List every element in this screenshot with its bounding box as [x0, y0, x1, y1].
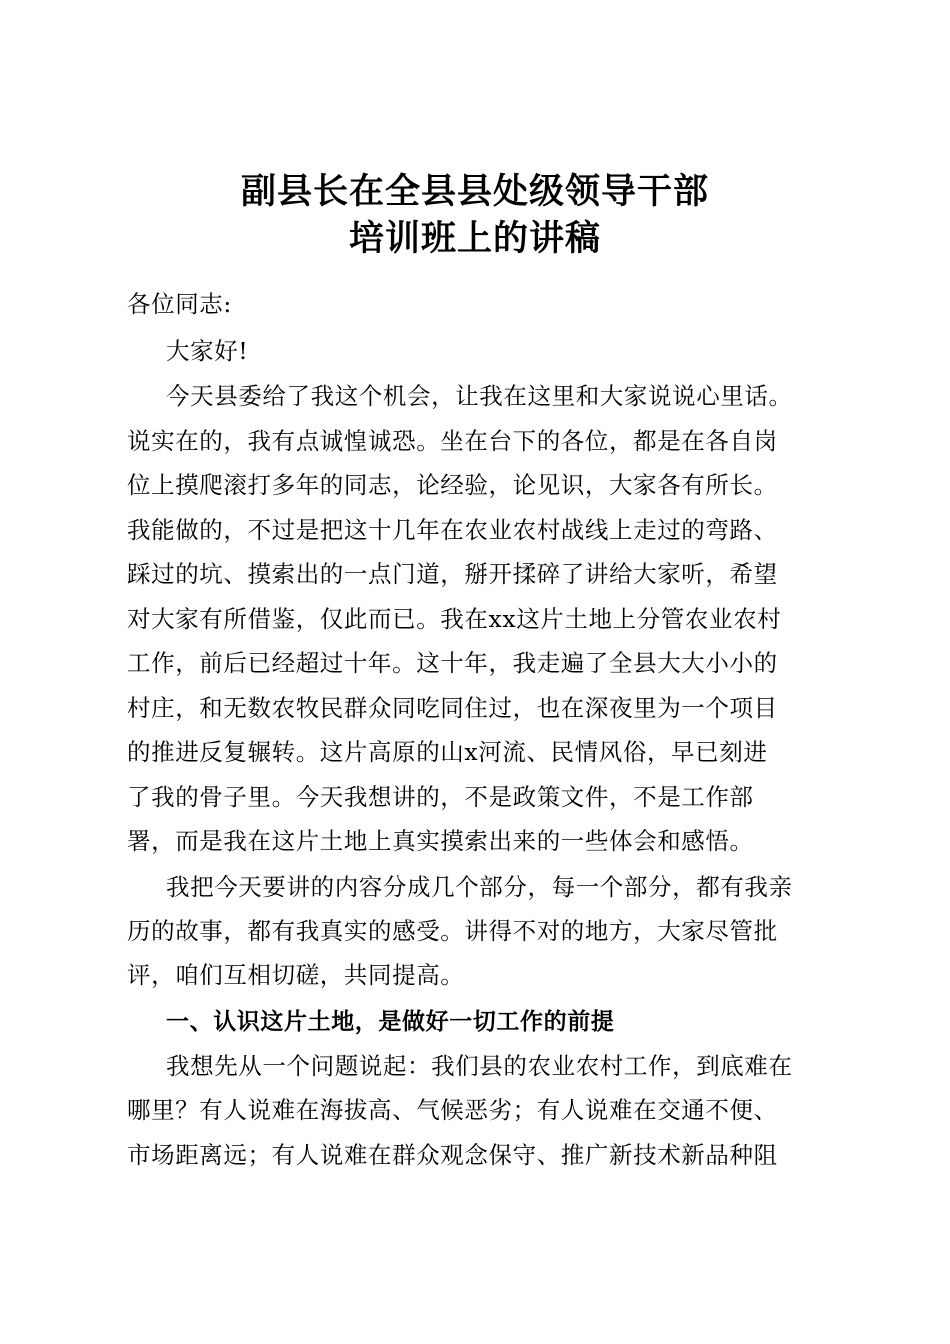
paragraph-1-line-1: 今天县委给了我这个机会，让我在这里和大家说说心里话。 [166, 382, 793, 410]
paragraph-2-line-1: 我把今天要讲的内容分成几个部分，每一个部分，都有我亲 [166, 873, 793, 901]
paragraph-1-line-2: 说实在的，我有点诚惶诚恐。坐在台下的各位，都是在各自岗 [127, 427, 778, 455]
paragraph-1-line-8: 村庄，和无数农牧民群众同吃同住过，也在深夜里为一个项目 [127, 694, 778, 722]
paragraph-3-line-2: 哪里？有人说难在海拔高、气候恶劣；有人说难在交通不便、 [127, 1096, 778, 1124]
paragraph-1-line-4: 我能做的，不过是把这十几年在农业农村战线上走过的弯路、 [127, 516, 778, 544]
paragraph-1-line-5: 踩过的坑、摸索出的一点门道，掰开揉碎了讲给大家听，希望 [127, 560, 778, 588]
paragraph-3-line-3: 市场距离远；有人说难在群众观念保守、推广新技术新品种阻 [127, 1141, 778, 1169]
paragraph-2-line-2: 历的故事，都有我真实的感受。讲得不对的地方，大家尽管批 [127, 917, 778, 945]
document-title-line-2: 培训班上的讲稿 [348, 219, 601, 259]
document-title-line-1: 副县长在全县县处级领导干部 [240, 172, 709, 212]
paragraph-1-line-9: 的推进反复辗转。这片高原的山x河流、民情风俗，早已刻进 [127, 738, 768, 766]
paragraph-3-line-1: 我想先从一个问题说起：我们县的农业农村工作，到底难在 [166, 1052, 793, 1080]
greeting: 大家好! [166, 337, 249, 365]
paragraph-1-line-7: 工作，前后已经超过十年。这十年，我走遍了全县大大小小的 [127, 649, 778, 677]
paragraph-1-line-6: 对大家有所借鉴，仅此而已。我在xx这片土地上分管农业农村 [127, 605, 782, 633]
paragraph-1-line-3: 位上摸爬滚打多年的同志，论经验，论见识，大家各有所长。 [127, 471, 778, 499]
paragraph-1-line-11: 署，而是我在这片土地上真实摸索出来的一些体会和感悟。 [127, 827, 754, 855]
paragraph-2-line-3: 评，咱们互相切磋，共同提高。 [127, 961, 465, 989]
salutation: 各位同志: [127, 290, 232, 318]
section-1-heading: 一、认识这片土地，是做好一切工作的前提 [166, 1009, 615, 1035]
paragraph-1-line-10: 了我的骨子里。今天我想讲的，不是政策文件，不是工作部 [127, 783, 754, 811]
